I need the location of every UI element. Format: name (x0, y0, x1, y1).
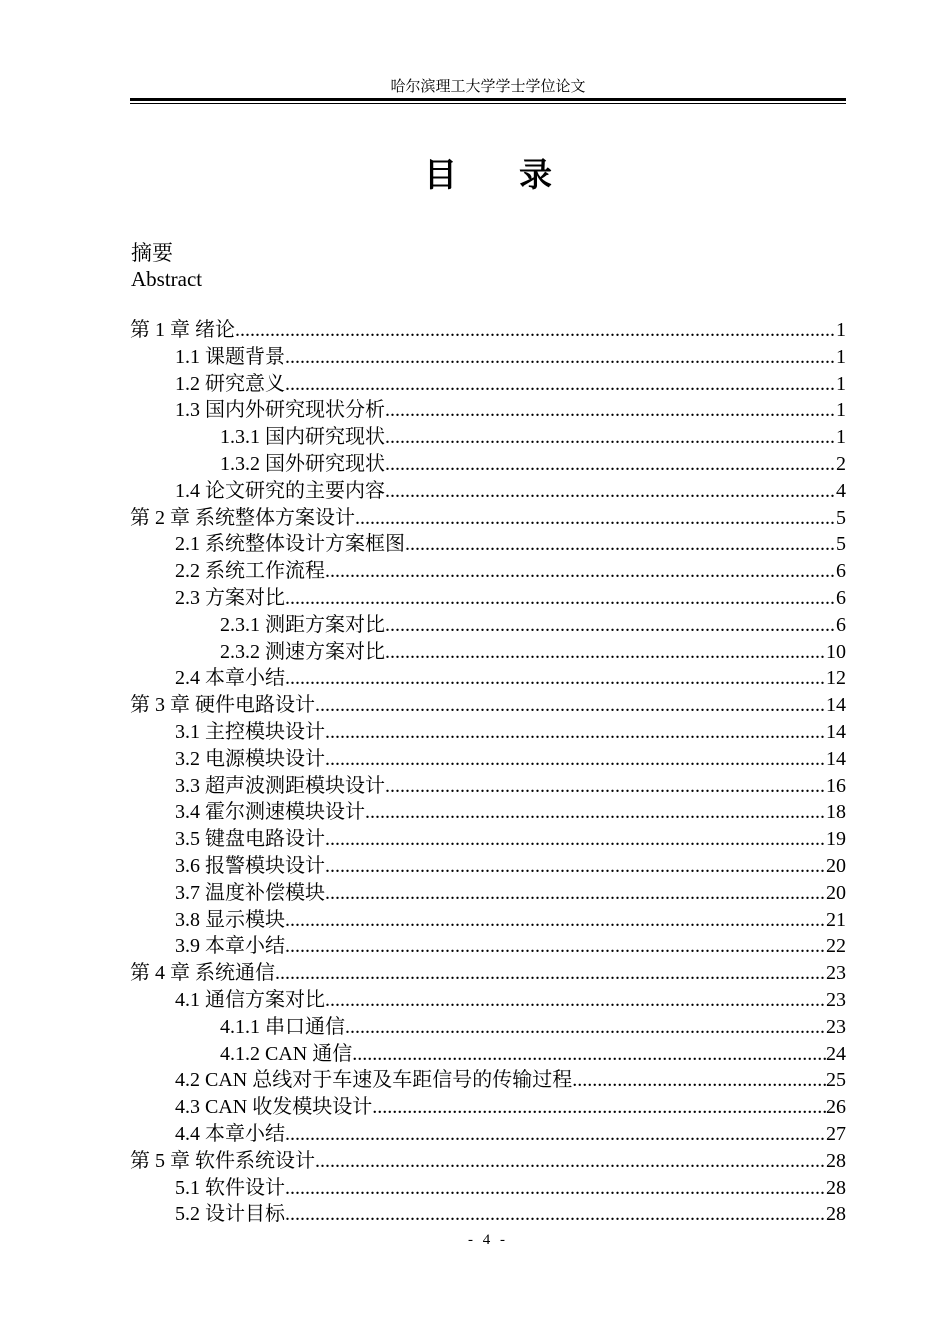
toc-dot-leader (285, 907, 826, 933)
toc-entry-label: 5.1 软件设计 (175, 1176, 285, 1199)
toc-entry-page-number: 28 (826, 1149, 846, 1172)
toc-entry-page-number: 16 (826, 774, 846, 797)
toc-entry-label: 1.3 国内外研究现状分析 (175, 399, 385, 422)
toc-entry-label: 4.1 通信方案对比 (175, 988, 325, 1011)
toc-entry-label: 2.3 方案对比 (175, 586, 285, 609)
toc-section-entry[interactable] (130, 531, 846, 558)
toc-section-entry[interactable] (130, 880, 846, 907)
toc-chapter-entry[interactable] (130, 692, 846, 719)
toc-section-entry[interactable] (130, 826, 846, 853)
toc-dot-leader (385, 397, 836, 423)
toc-dot-leader (325, 719, 826, 745)
toc-section-entry[interactable] (130, 371, 846, 398)
toc-dot-leader (285, 1201, 826, 1227)
toc-entry-page-number: 6 (836, 560, 846, 583)
toc-dot-leader (325, 826, 826, 852)
toc-dot-leader (325, 746, 826, 772)
toc-dot-leader (315, 692, 826, 718)
header-rule-thick (130, 98, 846, 101)
toc-chapter-entry[interactable] (130, 960, 846, 987)
toc-entry-page-number: 23 (826, 1015, 846, 1038)
toc-entry-page-number: 21 (826, 908, 846, 931)
toc-dot-leader (345, 1014, 826, 1040)
toc-section-entry[interactable] (130, 746, 846, 773)
toc-entry-label: 2.4 本章小结 (175, 667, 285, 690)
toc-section-entry[interactable] (130, 799, 846, 826)
toc-dot-leader (385, 478, 836, 504)
toc-entry-page-number: 24 (826, 1042, 846, 1065)
running-header: 哈尔滨理工大学学士学位论文 (390, 79, 586, 95)
toc-entry-label: 4.3 CAN 收发模块设计 (175, 1096, 373, 1119)
toc-dot-leader (385, 424, 836, 450)
toc-entry-page-number: 1 (836, 345, 846, 368)
toc-chapter-entry[interactable] (130, 1148, 846, 1175)
toc-dot-leader (365, 799, 826, 825)
toc-entry-label: 1.4 论文研究的主要内容 (175, 479, 385, 502)
toc-entry-label: 第 3 章 硬件电路设计 (130, 694, 315, 717)
toc-section-entry[interactable] (130, 665, 846, 692)
toc-subsection-entry[interactable] (130, 639, 846, 666)
toc-entry-page-number: 2 (836, 452, 846, 475)
header-rule-thin (130, 103, 846, 104)
toc-entry-label: 1.3.1 国内研究现状 (220, 426, 385, 449)
toc-entry-page-number: 27 (826, 1122, 846, 1145)
toc-dot-leader (355, 505, 836, 531)
toc-entry-label: 4.1.2 CAN 通信 (220, 1042, 353, 1065)
toc-entry-label: 3.6 报警模块设计 (175, 854, 325, 877)
toc-entry-label: 2.1 系统整体设计方案框图 (175, 533, 405, 556)
toc-entry-page-number: 1 (836, 372, 846, 395)
toc-entry-label: 3.1 主控模块设计 (175, 720, 325, 743)
toc-dot-leader (275, 960, 826, 986)
toc-dot-leader (352, 1041, 826, 1067)
toc-entry-page-number: 5 (836, 533, 846, 556)
toc-entry-label: 1.2 研究意义 (175, 372, 285, 395)
toc-dot-leader (405, 531, 836, 557)
toc-entry-page-number: 12 (826, 667, 846, 690)
toc-entry-label: 1.1 课题背景 (175, 345, 285, 368)
toc-entry-label: 4.1.1 串口通信 (220, 1015, 345, 1038)
toc-dot-leader (285, 585, 836, 611)
toc-section-entry[interactable] (130, 397, 846, 424)
toc-entry-page-number: 4 (836, 479, 846, 502)
toc-entry-label: 3.9 本章小结 (175, 935, 285, 958)
toc-entry-label: 第 2 章 系统整体方案设计 (130, 506, 355, 529)
toc-dot-leader (325, 853, 826, 879)
toc-entry-page-number: 5 (836, 506, 846, 529)
toc-section-entry[interactable] (130, 1121, 846, 1148)
page-number: - 4 - (468, 1232, 508, 1248)
toc-entry-page-number: 23 (826, 988, 846, 1011)
table-of-contents (130, 317, 846, 1228)
toc-subsection-entry[interactable] (130, 1014, 846, 1041)
toc-entry-label: 3.8 显示模块 (175, 908, 285, 931)
toc-dot-leader (285, 371, 836, 397)
toc-entry-page-number: 1 (836, 399, 846, 422)
toc-section-entry[interactable] (130, 558, 846, 585)
toc-entry-page-number: 28 (826, 1176, 846, 1199)
toc-dot-leader (285, 1121, 826, 1147)
toc-entry-label: 3.5 键盘电路设计 (175, 828, 325, 851)
toc-entry-label: 4.2 CAN 总线对于车速及车距信号的传输过程 (175, 1069, 573, 1092)
toc-dot-leader (372, 1094, 826, 1120)
abstract-en-entry: Abstract (131, 267, 203, 291)
toc-section-entry[interactable] (130, 773, 846, 800)
toc-subsection-entry[interactable] (130, 612, 846, 639)
toc-entry-label: 2.3.1 测距方案对比 (220, 613, 385, 636)
toc-entry-label: 3.4 霍尔测速模块设计 (175, 801, 365, 824)
toc-entry-page-number: 19 (826, 828, 846, 851)
toc-dot-leader (325, 987, 826, 1013)
toc-dot-leader (285, 665, 826, 691)
toc-section-entry[interactable] (130, 585, 846, 612)
toc-section-entry[interactable] (130, 719, 846, 746)
toc-entry-page-number: 22 (826, 935, 846, 958)
toc-dot-leader (325, 880, 826, 906)
toc-entry-page-number: 1 (836, 426, 846, 449)
toc-entry-page-number: 14 (826, 720, 846, 743)
toc-dot-leader (385, 773, 826, 799)
toc-dot-leader (285, 1175, 826, 1201)
toc-subsection-entry[interactable] (130, 424, 846, 451)
toc-dot-leader (385, 639, 826, 665)
toc-entry-label: 第 1 章 绪论 (130, 319, 235, 341)
toc-dot-leader (285, 933, 826, 959)
toc-entry-label: 第 4 章 系统通信 (130, 962, 275, 985)
toc-section-entry[interactable] (130, 987, 846, 1014)
toc-dot-leader (385, 451, 836, 477)
toc-entry-page-number: 20 (826, 854, 846, 877)
toc-entry-label: 4.4 本章小结 (175, 1122, 285, 1145)
toc-entry-label: 2.3.2 测速方案对比 (220, 640, 385, 663)
toc-entry-page-number: 14 (826, 747, 846, 770)
toc-entry-page-number: 20 (826, 881, 846, 904)
toc-dot-leader (385, 612, 836, 638)
toc-dot-leader (285, 344, 836, 370)
toc-section-entry[interactable] (130, 1067, 846, 1094)
toc-section-entry[interactable] (130, 933, 846, 960)
toc-entry-label: 3.7 温度补偿模块 (175, 881, 325, 904)
toc-entry-label: 3.3 超声波测距模块设计 (175, 774, 385, 797)
page-title: 目录 (424, 155, 614, 194)
toc-section-entry[interactable] (130, 478, 846, 505)
toc-entry-page-number: 1 (836, 319, 846, 341)
toc-section-entry[interactable] (130, 344, 846, 371)
toc-entry-page-number: 23 (826, 962, 846, 985)
toc-entry-page-number: 18 (826, 801, 846, 824)
toc-section-entry[interactable] (130, 1201, 846, 1228)
toc-entry-page-number: 14 (826, 694, 846, 717)
toc-dot-leader (235, 317, 836, 343)
abstract-cn-entry: 摘要 (131, 241, 173, 265)
toc-entry-label: 1.3.2 国外研究现状 (220, 452, 385, 475)
toc-dot-leader (572, 1067, 826, 1093)
toc-section-entry[interactable] (130, 1175, 846, 1202)
toc-entry-label: 3.2 电源模块设计 (175, 747, 325, 770)
toc-entry-page-number: 10 (826, 640, 846, 663)
toc-dot-leader (315, 1148, 826, 1174)
toc-section-entry[interactable] (130, 1094, 846, 1121)
toc-entry-page-number: 26 (826, 1096, 846, 1119)
toc-entry-page-number: 6 (836, 586, 846, 609)
toc-entry-label: 5.2 设计目标 (175, 1203, 285, 1226)
toc-entry-page-number: 25 (826, 1069, 846, 1092)
toc-entry-page-number: 28 (826, 1203, 846, 1226)
toc-chapter-entry[interactable] (130, 317, 846, 344)
toc-dot-leader (325, 558, 836, 584)
toc-section-entry[interactable] (130, 853, 846, 880)
toc-subsection-entry[interactable] (130, 451, 846, 478)
toc-section-entry[interactable] (130, 907, 846, 934)
toc-entry-label: 第 5 章 软件系统设计 (130, 1149, 315, 1172)
toc-entry-page-number: 6 (836, 613, 846, 636)
toc-chapter-entry[interactable] (130, 505, 846, 532)
toc-entry-label: 2.2 系统工作流程 (175, 560, 325, 583)
toc-subsection-entry[interactable] (130, 1041, 846, 1068)
